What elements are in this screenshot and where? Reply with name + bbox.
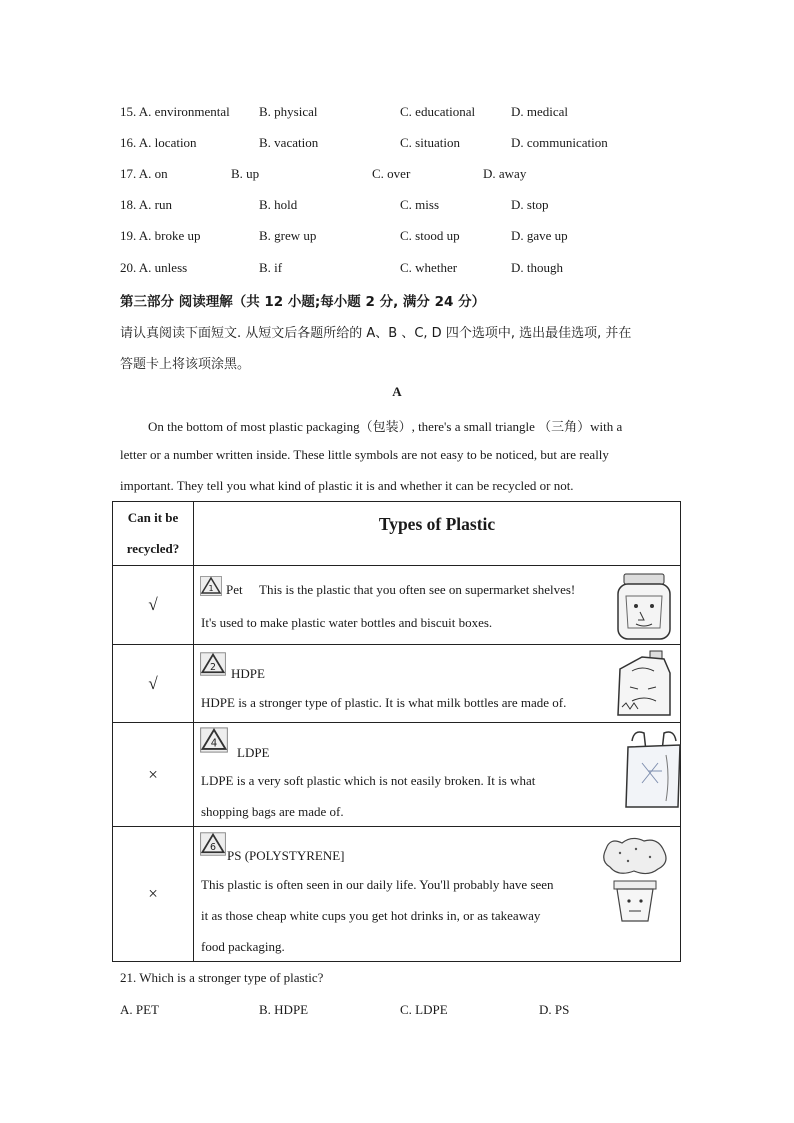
option-a: 20. A. unless: [120, 260, 188, 275]
section-instruction-line2: 答题卡上将该项涂黑。: [120, 357, 251, 372]
option-c: C. stood up: [400, 228, 460, 243]
option-d: D. stop: [511, 197, 549, 212]
jar-icon: [614, 572, 674, 642]
section-title: 第三部分 阅读理解（共 12 小题;每小题 2 分, 满分 24 分）: [120, 294, 486, 310]
passage-label: A: [392, 384, 402, 399]
table-row: [113, 827, 681, 962]
table-row: [113, 566, 681, 645]
option-d: D. away: [483, 166, 527, 181]
passage-line1: On the bottom of most plastic packaging（包装）, there's a small triangle （三角）with a: [148, 419, 623, 434]
recycle-triangle-icon: [200, 576, 222, 596]
description-line2: shopping bags are made of.: [201, 804, 344, 819]
table-row: [113, 645, 681, 723]
plastic-description: [194, 645, 681, 723]
plastic-description: [194, 827, 681, 962]
plastic-description: [194, 723, 681, 827]
option-c: C. whether: [400, 260, 458, 275]
description-line1: This is the plastic that you often see on supermarket shelves!: [259, 582, 576, 597]
plastic-name: Pet: [226, 582, 243, 597]
table-row: [113, 723, 681, 827]
header-recyclable-line2: recycled?: [126, 541, 180, 556]
question-stem: 21. Which is a stronger type of plastic?: [120, 970, 324, 985]
answer-option-b: B. HDPE: [259, 1002, 309, 1017]
recyclable-mark: ×: [113, 723, 194, 827]
recyclable-mark: ×: [113, 827, 194, 962]
recyclable-mark: √: [113, 566, 194, 645]
option-d: D. gave up: [511, 228, 568, 243]
recycle-triangle-icon: [200, 727, 228, 753]
table-header-row: [113, 502, 681, 566]
svg-text:4: 4: [210, 738, 218, 750]
description-line2: it as those cheap white cups you get hot drinks in, or as takeaway: [201, 908, 541, 923]
shopping-bag-icon: [622, 727, 684, 811]
option-c: C. over: [372, 166, 411, 181]
option-c: C. educational: [400, 104, 476, 119]
option-c: C. situation: [400, 135, 460, 150]
plastic-types-table: [112, 501, 681, 962]
recyclable-mark: √: [113, 645, 194, 723]
option-d: D. communication: [511, 135, 608, 150]
option-a: 16. A. location: [120, 135, 197, 150]
foam-cup-icon: [600, 835, 670, 923]
description-line3: food packaging.: [201, 939, 285, 954]
plastic-name: HDPE: [231, 666, 265, 681]
option-a: 18. A. run: [120, 197, 173, 212]
header-recyclable: [113, 502, 194, 566]
option-b: B. hold: [259, 197, 298, 212]
option-a: 15. A. environmental: [120, 104, 230, 119]
answer-option-d: D. PS: [539, 1002, 570, 1017]
svg-text:1: 1: [208, 584, 214, 593]
passage-line2: letter or a number written inside. These little symbols are not easy to be noticed, but are really: [120, 447, 609, 462]
svg-text:6: 6: [209, 841, 217, 853]
option-d: D. though: [511, 260, 563, 275]
option-d: D. medical: [511, 104, 569, 119]
header-types: [194, 502, 681, 566]
option-b: B. vacation: [259, 135, 319, 150]
header-recyclable-line1: Can it be: [127, 510, 179, 525]
recycle-triangle-icon: [200, 832, 226, 856]
section-instruction-line1: 请认真阅读下面短文. 从短文后各题所给的 A、B 、C, D 四个选项中, 选出最佳选项, 并在: [120, 326, 632, 341]
option-a: 17. A. on: [120, 166, 168, 181]
table-title: Types of Plastic: [378, 514, 496, 534]
answer-option-a: A. PET: [120, 1002, 159, 1017]
option-a: 19. A. broke up: [120, 228, 201, 243]
milk-bottle-icon: [612, 649, 676, 721]
recycle-triangle-icon: [200, 652, 226, 676]
option-b: B. up: [231, 166, 260, 181]
svg-text:2: 2: [209, 661, 217, 673]
answer-option-c: C. LDPE: [400, 1002, 448, 1017]
plastic-description: [194, 566, 681, 645]
option-b: B. physical: [259, 104, 318, 119]
passage-line3: important. They tell you what kind of plastic it is and whether it can be recycled or not.: [120, 478, 574, 493]
description-line1: This plastic is often seen in our daily life. You'll probably have seen: [201, 877, 554, 892]
plastic-name: LDPE: [237, 745, 270, 760]
description-line1: HDPE is a stronger type of plastic. It is what milk bottles are made of.: [201, 695, 567, 710]
plastic-name: PS (POLYSTYRENE]: [227, 848, 345, 863]
option-b: B. grew up: [259, 228, 317, 243]
option-c: C. miss: [400, 197, 440, 212]
description-line2: It's used to make plastic water bottles and biscuit boxes.: [201, 615, 493, 630]
description-line1: LDPE is a very soft plastic which is not easily broken. It is what: [201, 773, 536, 788]
option-b: B. if: [259, 260, 283, 275]
